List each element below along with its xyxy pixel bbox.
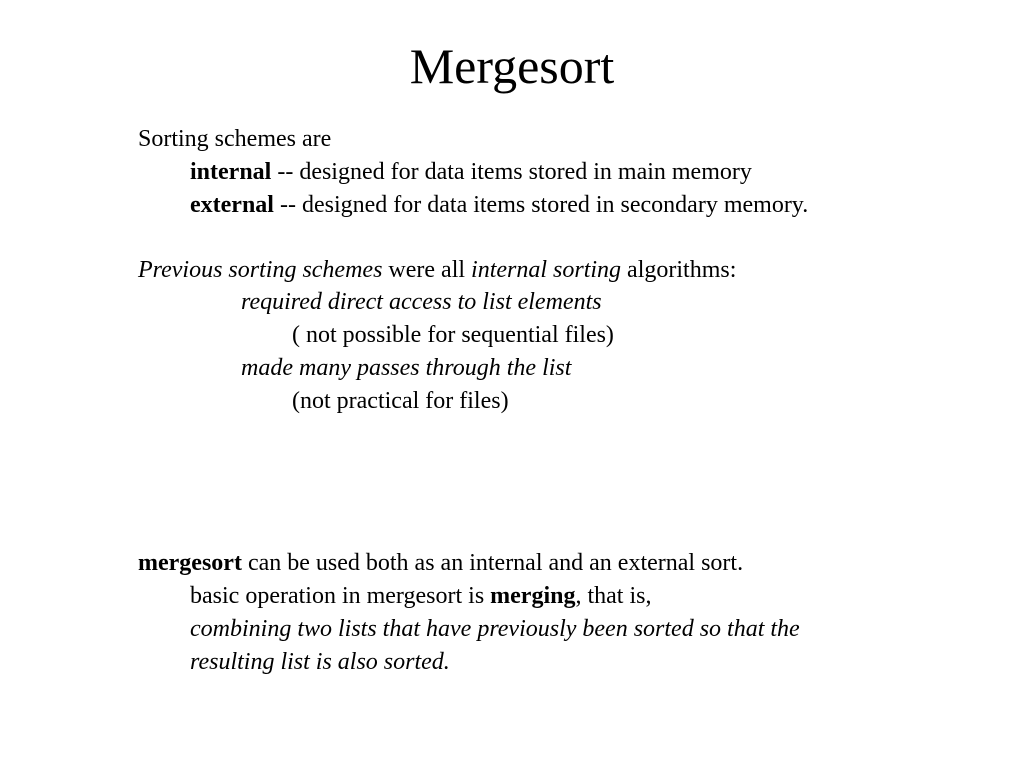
schemes-intro	[138, 123, 331, 155]
point-direct-access-note-text: ( not possible for sequential files)	[292, 322, 614, 348]
external-term: external	[190, 192, 274, 218]
external-definition	[190, 189, 808, 221]
merging-definition-line-2	[190, 646, 450, 678]
point-direct-access-note	[292, 319, 614, 351]
slide-title: Mergesort	[409, 38, 615, 94]
point-many-passes-note	[292, 385, 509, 417]
previous-schemes-text-2: algorithms:	[621, 257, 737, 283]
merging-definition-text-2: resulting list is also sorted.	[190, 649, 450, 675]
internal-description: -- designed for data items stored in main memory	[271, 159, 752, 185]
point-direct-access	[241, 286, 602, 318]
previous-schemes-text-1: were all	[382, 257, 472, 283]
basic-operation-line	[190, 580, 651, 612]
internal-term: internal	[190, 159, 272, 185]
point-direct-access-text: required direct access to list elements	[241, 289, 602, 315]
mergesort-line	[138, 547, 743, 579]
basic-operation-text: basic operation in mergesort is	[190, 583, 491, 609]
point-many-passes-note-text: (not practical for files)	[292, 388, 509, 414]
basic-operation-text-end: , that is,	[575, 583, 652, 609]
previous-schemes-line	[138, 254, 736, 286]
mergesort-description: can be used both as an internal and an external sort.	[241, 550, 744, 576]
mergesort-term: mergesort	[138, 550, 242, 576]
internal-definition	[190, 156, 752, 188]
external-description: -- designed for data items stored in secondary memory.	[273, 192, 809, 218]
previous-schemes-phrase: Previous sorting schemes	[138, 257, 383, 283]
merging-definition-text-1: combining two lists that have previously been sorted so that the	[190, 616, 800, 642]
merging-term: merging	[490, 583, 576, 609]
internal-sorting-phrase: internal sorting	[471, 257, 622, 283]
point-many-passes-text: made many passes through the list	[241, 355, 572, 381]
merging-definition-line-1	[190, 613, 800, 645]
schemes-intro-text: Sorting schemes are	[138, 126, 332, 152]
point-many-passes	[241, 352, 571, 384]
